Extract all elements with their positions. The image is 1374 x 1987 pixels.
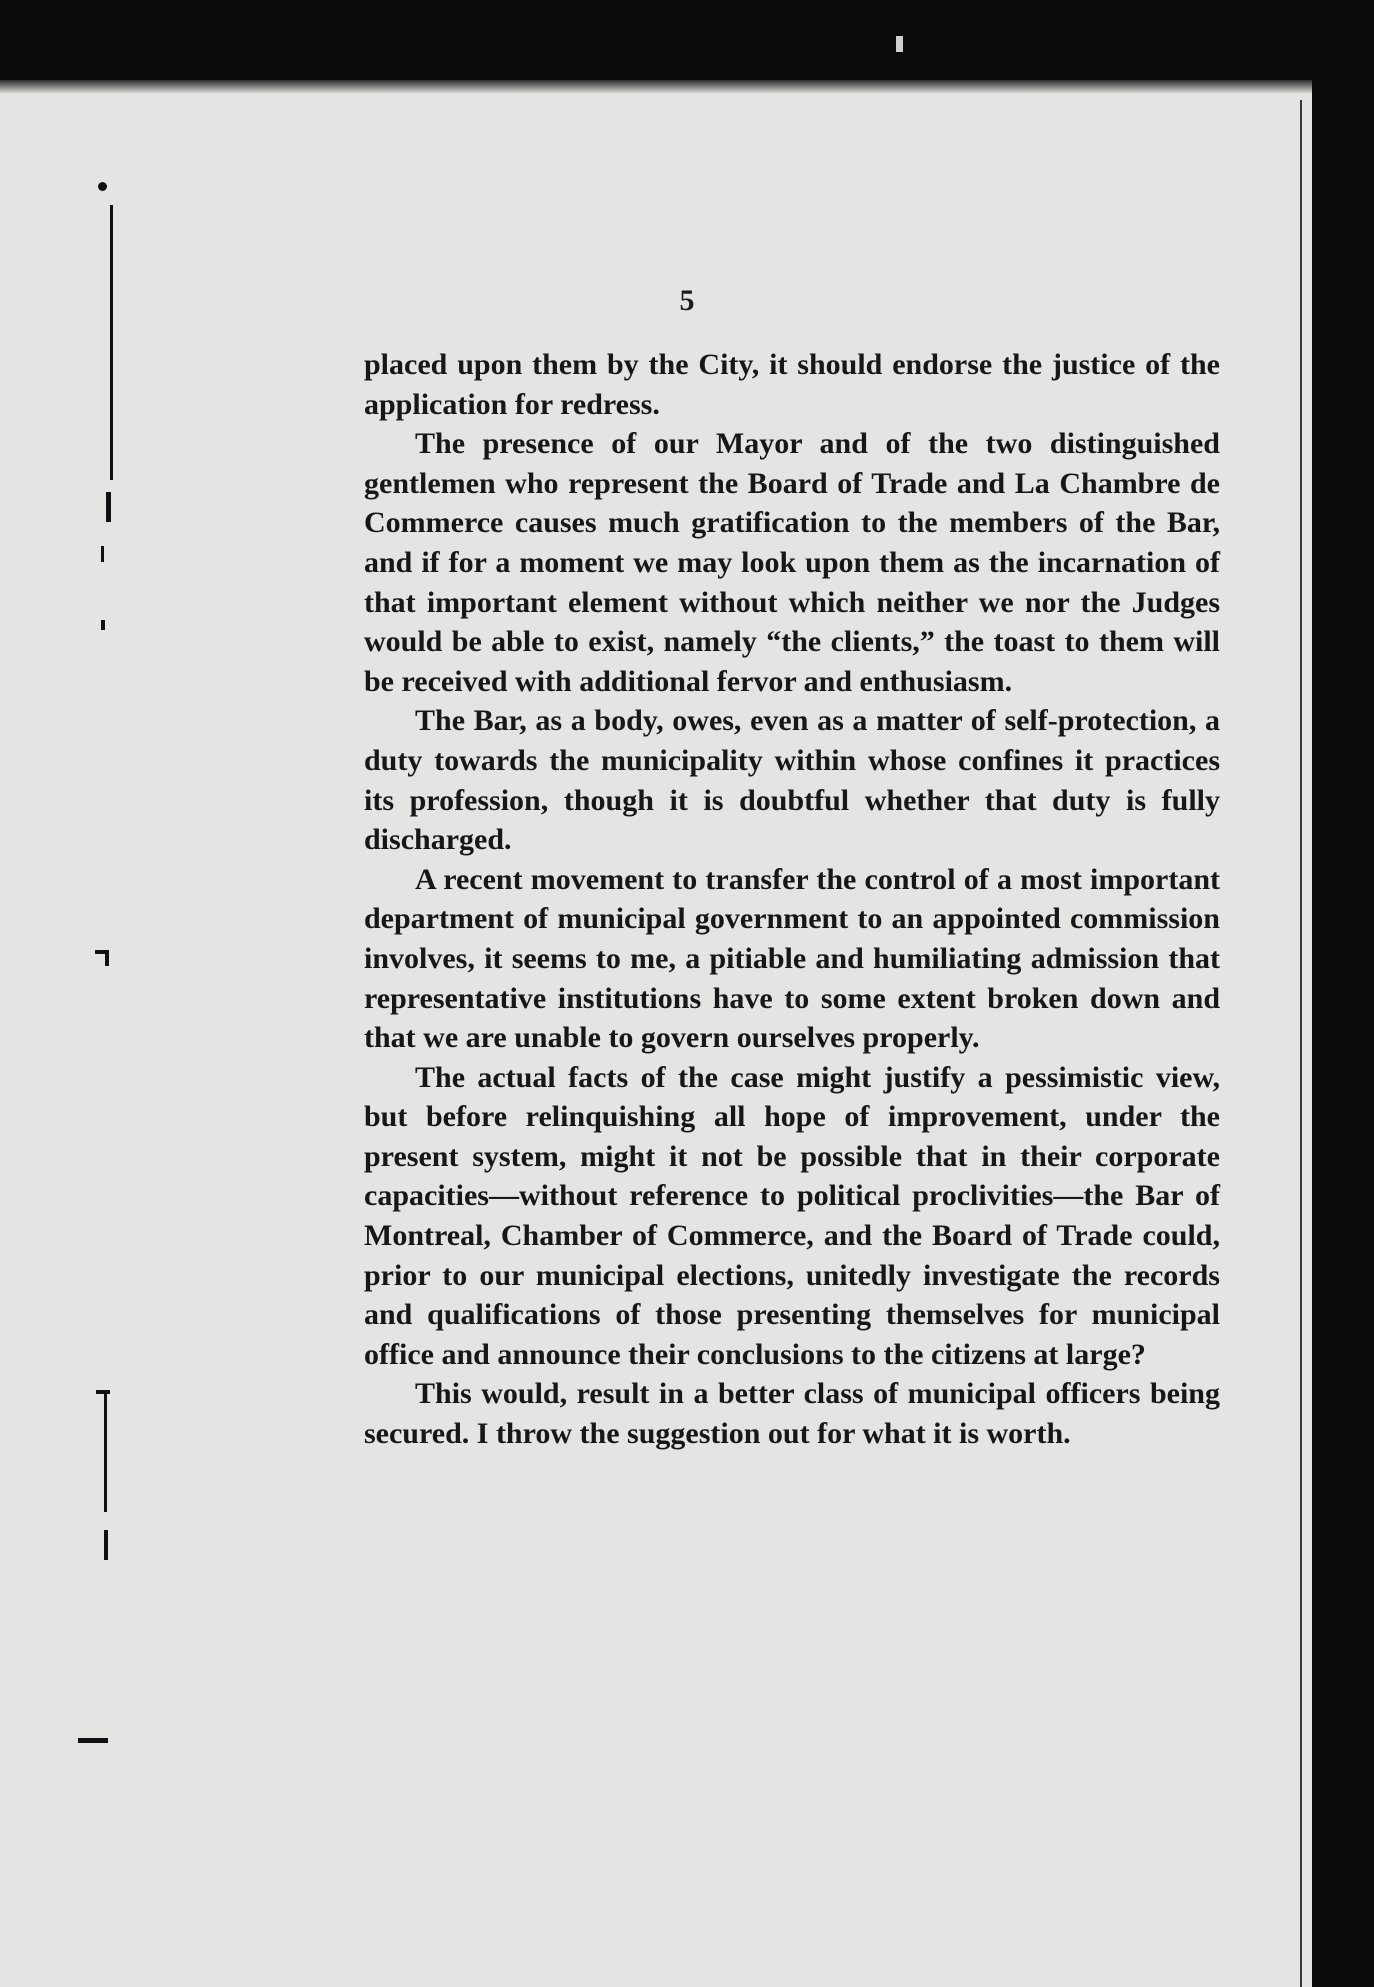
paragraph: placed upon them by the City, it should endorse the justice of the application for redress. [364, 348, 1220, 421]
page-right-edge [1300, 100, 1302, 1987]
paragraph: This would, result in a better class of municipal officers being secured. I throw the suggestion out for what it is worth. [364, 1377, 1220, 1451]
paragraph: The actual facts of the case might justify a pessimistic view, but before relinquishing all hope of improvement, under the present system, might it not be possible that in their corporate capacities—without reference to political proclivities—the Bar of Montreal, Chamber of Commerce, and the Board of Trade could, prior to our municipal elections, unitedly investigate the records and qualifications of those presenting themselves for municipal office and announce their conclusions to the citizens at large? [364, 1060, 1220, 1371]
margin-mark [101, 620, 105, 630]
margin-mark [104, 1530, 108, 1560]
margin-mark [105, 952, 109, 966]
scan-speck [896, 36, 903, 52]
margin-mark [106, 492, 111, 522]
margin-mark [96, 1390, 110, 1394]
body-text [364, 345, 1220, 1454]
paragraph: The presence of our Mayor and of the two distinguished gentlemen who represent the Board of Trade and La Chambre de Commerce causes much gratification to the members of the Bar, and if for a moment we may look upon them as the incarnation of that important element without which neither we nor the Judges would be able to exist, namely “the clients,” the toast to them will be received with additional fervor and enthusiasm. [364, 427, 1220, 698]
margin-rule [104, 1392, 107, 1512]
page-top-edge [0, 80, 1312, 94]
margin-mark [101, 546, 104, 562]
margin-rule [110, 205, 113, 480]
margin-dot [98, 182, 107, 191]
paragraph: The Bar, as a body, owes, even as a matter of self-protection, a duty towards the municipality within whose confines it practices its profession, though it is doubtful whether that duty is fully discharged. [364, 704, 1220, 857]
margin-mark [78, 1738, 108, 1743]
page-number: 5 [679, 284, 695, 317]
paragraph: A recent movement to transfer the control of a most important department of municipal government to an appointed commission involves, it seems to me, a pitiable and humiliating admission that representative institutions have to some extent broken down and that we are unable to govern ourselves properly. [364, 862, 1220, 1055]
